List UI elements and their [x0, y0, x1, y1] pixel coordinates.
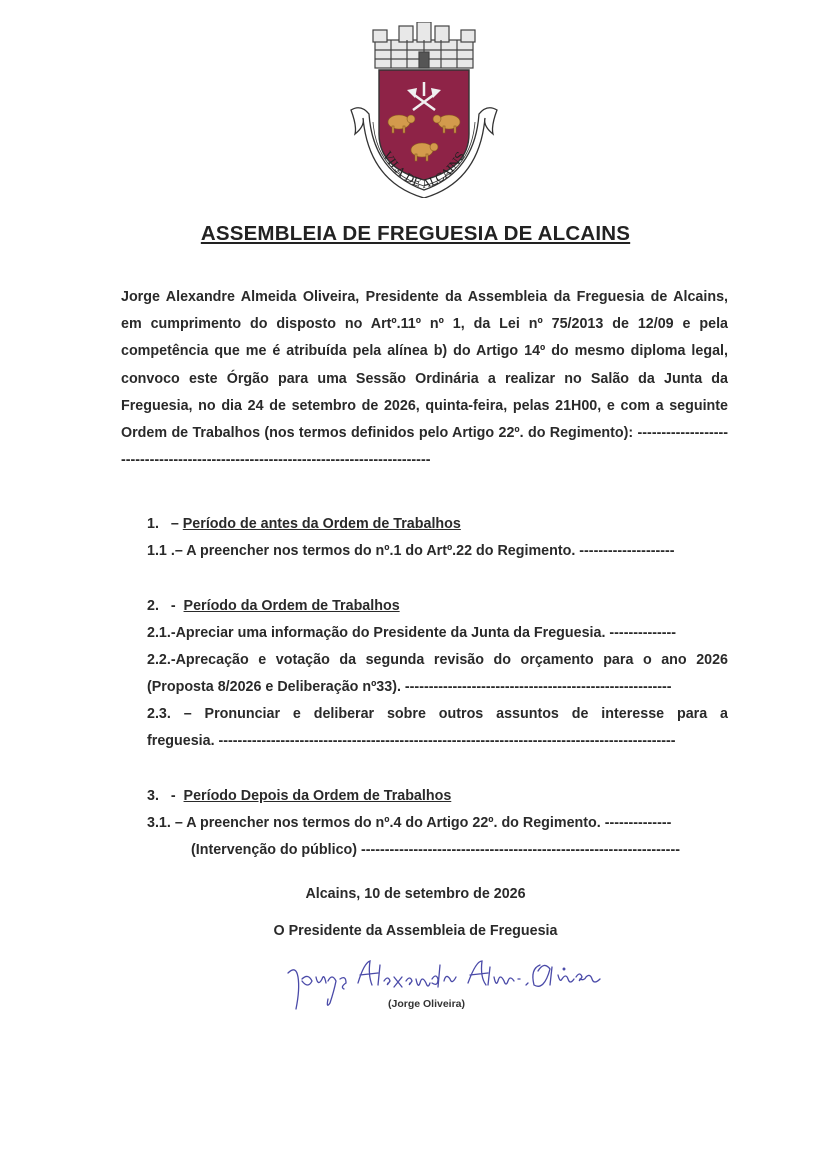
section-2-number: 2. - [147, 598, 184, 614]
section-2-heading-line [147, 597, 728, 615]
convocation-paragraph: Jorge Alexandre Almeida Oliveira, Presidente da Assembleia da Freguesia de Alcains, em cumprimento do disposto no Artº.11º nº 1, da Lei nº 75/2013 de 12/09 e pela competência que me é atribuída pela alínea b) do Artigo 14º do mesmo diploma legal, convoco este Órgão para uma Sessão Ordinária a realizar no Salão da Junta da Freguesia, no dia 24 de setembro de 2026, quinta-feira, pelas 21H00, e com a seguinte Ordem de Trabalhos (nos termos definidos pelo Artigo 22º. do Regimento): ------------------------------------------------------------------------------------ [121, 289, 728, 469]
item-3-1-note: (Intervenção do público) ------------------------------------------------------------------- [191, 842, 680, 858]
section-3-heading-line [147, 787, 728, 805]
section-1-heading-line [147, 515, 728, 533]
item-2-3-line-2: freguesia. ------------------------------------------------------------------------------------------------ [147, 733, 676, 749]
crest-motto: VILA DE ALCAINS [380, 149, 468, 192]
mural-crown [373, 22, 475, 68]
item-2-2-line-2: (Proposta 8/2026 e Deliberação nº33). -------------------------------------------------------- [147, 679, 672, 695]
signatory-title: O Presidente da Assembleia de Freguesia [273, 923, 558, 939]
item-2-1: 2.1.-Apreciar uma informação do Presidente da Junta da Freguesia. -------------- [147, 625, 677, 641]
section-1-heading: Período de antes da Ordem de Trabalhos [182, 516, 461, 532]
signatory-name: (Jorge Oliveira) [387, 998, 466, 1010]
item-1-1: 1.1 .– A preencher nos termos do nº.1 do Artº.22 do Regimento. -------------------- [147, 543, 675, 559]
section-1-number: 1. – [147, 516, 183, 532]
item-2-3-line-1: 2.3. – Pronunciar e deliberar sobre outros assuntos de interesse para a [147, 706, 728, 722]
section-3-heading: Período Depois da Ordem de Trabalhos [183, 788, 452, 804]
coat-of-arms-logo [343, 22, 505, 198]
signature-lettering: Jorge Alexandre Almeida Oliveira [282, 955, 297, 956]
section-3-number: 3. - [147, 788, 184, 804]
document-title: ASSEMBLEIA DE FREGUESIA DE ALCAINS [200, 222, 631, 245]
item-3-1: 3.1. – A preencher nos termos do nº.4 do Artigo 22º. do Regimento. -------------- [147, 815, 672, 831]
place-and-date: Alcains, 10 de setembro de 2026 [305, 886, 526, 902]
section-2-heading: Período da Ordem de Trabalhos [183, 598, 400, 614]
item-2-2-line-1: 2.2.-Aprecação e votação da segunda revisão do orçamento para o ano 2026 [147, 652, 728, 668]
